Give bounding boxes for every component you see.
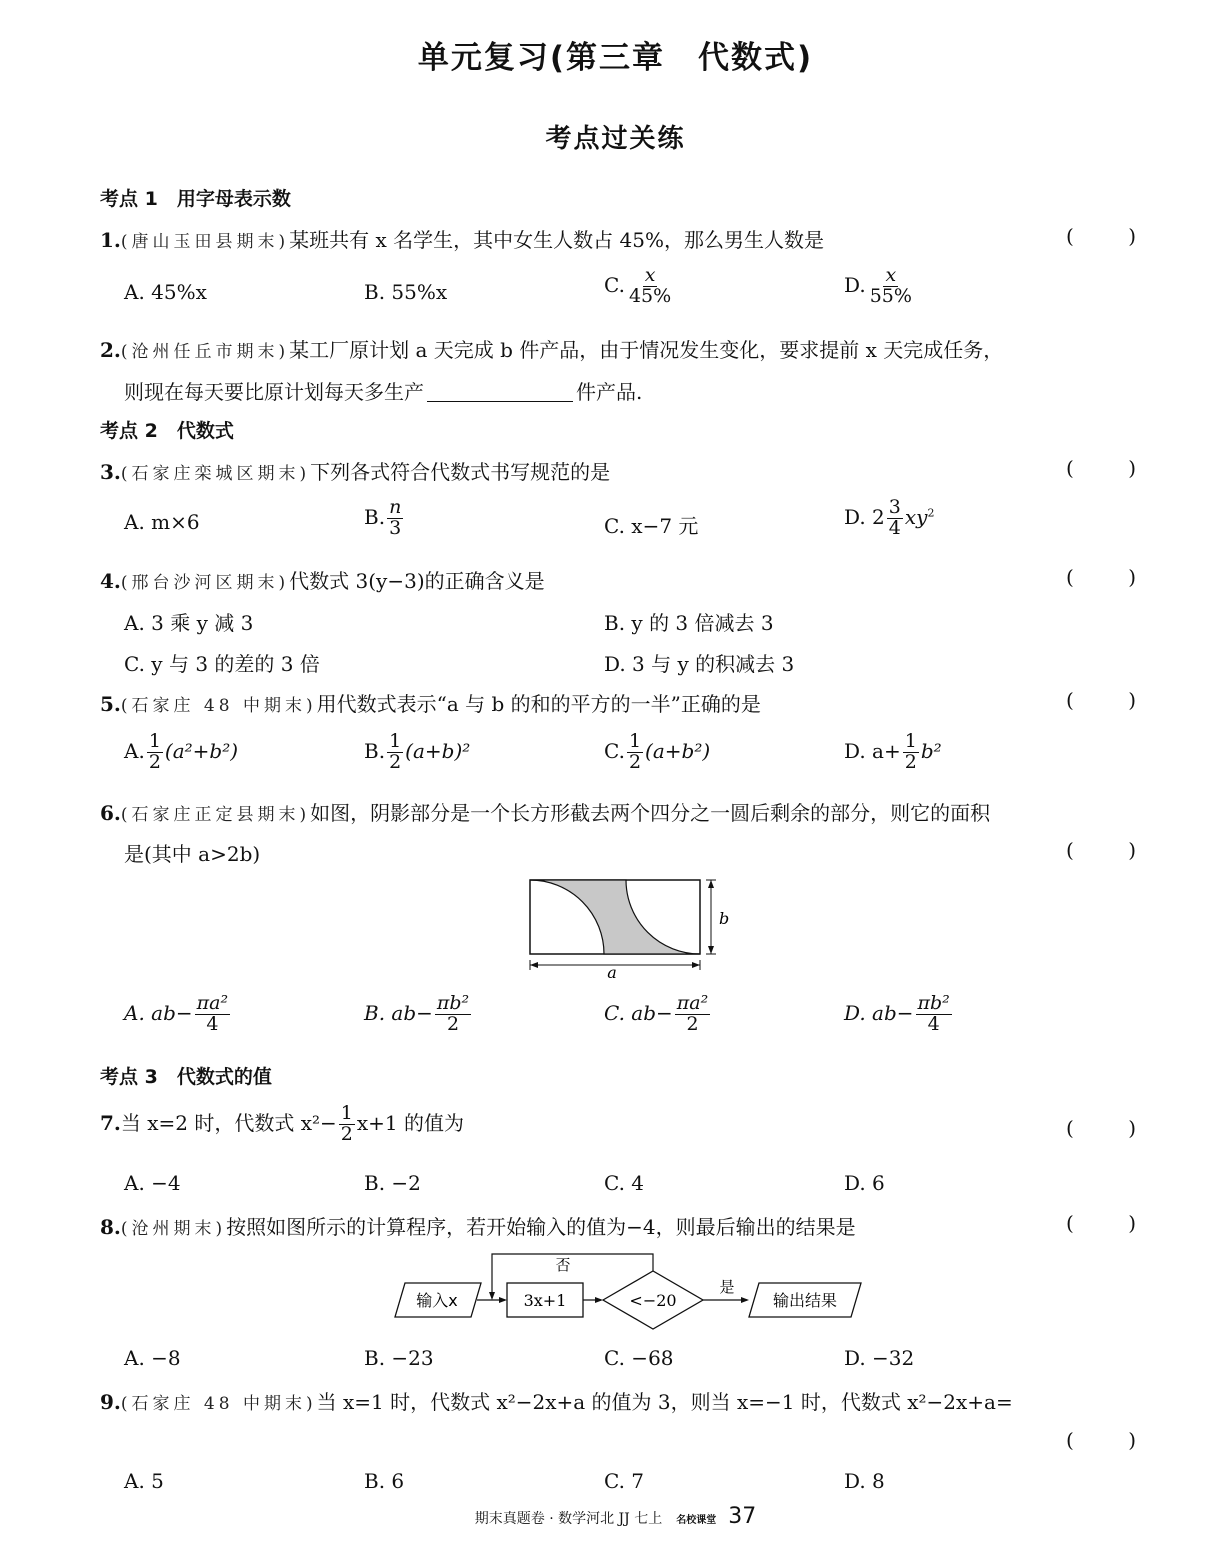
- option-b: B. 55%x: [364, 280, 448, 304]
- question-source: (沧州期末): [120, 1219, 227, 1239]
- question-source: (石家庄正定县期末): [120, 805, 311, 825]
- question-6: 6.(石家庄正定县期末)如图，阴影部分是一个长方形截去两个四分之一圆后剩余的部分，则它的面积: [100, 801, 991, 825]
- option-a: A. 3 乘 y 减 3: [124, 611, 254, 635]
- question-source: (石家庄栾城区期末): [120, 464, 311, 484]
- answer-paren: ( ): [1066, 456, 1136, 480]
- calculation-flowchart: [385, 1248, 875, 1338]
- yes-label: 是: [719, 1278, 735, 1296]
- option-c: C. −68: [604, 1346, 674, 1370]
- footer-text: 期末真题卷 · 数学河北 JJ 七上: [474, 1511, 663, 1527]
- question-source: (石家庄 48 中期末): [120, 696, 317, 716]
- page-subtitle: 考点过关练: [545, 124, 686, 154]
- option-a: A. 45%x: [124, 280, 207, 304]
- option-b: B. y 的 3 倍减去 3: [604, 611, 774, 635]
- option-b: B. ab− $\frac{\text{πb²}}{2}$: [364, 992, 470, 1035]
- width-label: a: [607, 963, 617, 982]
- publisher-logo: 名校课堂: [676, 1515, 717, 1526]
- answer-paren: ( ): [1066, 838, 1136, 862]
- question-text: 代数式 3(y−3)的正确含义是: [289, 569, 545, 593]
- question-source: (石家庄 48 中期末): [120, 1394, 317, 1414]
- option-d: D. −32: [844, 1346, 915, 1370]
- page-number: 37: [728, 1504, 757, 1529]
- question-9: 9.(石家庄 48 中期末)当 x=1 时，代数式 x²−2x+a 的值为 3，则当 x=−1 时，代数式 x²−2x+a=: [100, 1390, 1013, 1414]
- question-4: 4.(邢台沙河区期末)代数式 3(y−3)的正确含义是: [100, 569, 545, 593]
- question-number: 1.: [100, 228, 121, 252]
- question-8: 8.(沧州期末)按照如图所示的计算程序，若开始输入的值为−4，则最后输出的结果是: [100, 1215, 856, 1239]
- section-heading-2: 考点 2 代数式: [100, 420, 234, 442]
- option-a: A. ab− $\frac{\text{πa²}}{4}$: [124, 992, 229, 1035]
- option-d: D. 3 与 y 的积减去 3: [604, 652, 795, 676]
- question-6-line-2: 是(其中 a>2b): [124, 842, 261, 866]
- option-c: C. $\frac{1}{2}$ (a+b²): [604, 730, 711, 773]
- question-source: (唐山玉田县期末): [120, 232, 290, 252]
- question-text: 当 x=1 时，代数式 x²−2x+a 的值为 3，则当 x=−1 时，代数式 x²−2x+a=: [316, 1390, 1013, 1414]
- option-c: C. y 与 3 的差的 3 倍: [124, 652, 320, 676]
- section-heading-1: 考点 1 用字母表示数: [100, 188, 291, 210]
- svg-text:输出结果: 输出结果: [772, 1291, 838, 1310]
- section-heading-3: 考点 3 代数式的值: [100, 1066, 272, 1088]
- answer-paren: ( ): [1066, 1116, 1136, 1140]
- question-1: [100, 224, 824, 253]
- no-label: 否: [555, 1256, 571, 1274]
- option-a: A. m×6: [124, 510, 200, 534]
- answer-blank[interactable]: [427, 401, 573, 402]
- option-c: C. $\frac{x}{45\%}$: [604, 264, 672, 307]
- option-d: D. a+ $\frac{1}{2}$ b²: [844, 730, 942, 773]
- answer-paren: ( ): [1066, 688, 1136, 712]
- option-d: D. 6: [844, 1171, 885, 1195]
- option-c: C. 4: [604, 1171, 645, 1195]
- question-7: 7.当 x=2 时，代数式 x²− $\frac{1}{2}$ x+1 的值为: [100, 1102, 464, 1145]
- question-text: 按照如图所示的计算程序，若开始输入的值为−4，则最后输出的结果是: [226, 1215, 856, 1239]
- option-c: C. ab− $\frac{\text{πa²}}{2}$: [604, 992, 709, 1035]
- answer-paren: ( ): [1066, 1211, 1136, 1235]
- option-b: B. $\frac{1}{2}$ (a+b)²: [364, 730, 471, 773]
- question-2: 2.(沧州任丘市期末)某工厂原计划 a 天完成 b 件产品，由于情况发生变化，要求提前 x 天完成任务，: [100, 338, 1004, 362]
- option-b: B. $\frac{n}{3}$: [364, 496, 402, 539]
- option-b: B. −2: [364, 1171, 421, 1195]
- question-3: 3.(石家庄栾城区期末)下列各式符合代数式书写规范的是: [100, 460, 611, 484]
- svg-text:3x+1: 3x+1: [523, 1291, 567, 1310]
- question-text: 某班共有 x 名学生，其中女生人数占 45%，那么男生人数是: [289, 228, 824, 252]
- question-2-line-2: 则现在每天要比原计划每天多生产 件产品.: [124, 380, 643, 404]
- svg-text:输入x: 输入x: [416, 1291, 458, 1310]
- option-d: D. ab− $\frac{\text{πb²}}{4}$: [844, 992, 950, 1035]
- answer-paren: ( ): [1066, 1428, 1136, 1452]
- answer-paren: ( ): [1066, 224, 1136, 248]
- option-b: B. 6: [364, 1469, 405, 1493]
- question-text: 下列各式符合代数式书写规范的是: [310, 460, 611, 484]
- question-text: 如图，阴影部分是一个长方形截去两个四分之一圆后剩余的部分，则它的面积: [310, 801, 991, 825]
- option-a: A. −4: [124, 1171, 181, 1195]
- option-a: A. −8: [124, 1346, 181, 1370]
- answer-paren: ( ): [1066, 565, 1136, 589]
- question-text: 某工厂原计划 a 天完成 b 件产品，由于情况发生变化，要求提前 x 天完成任务，: [289, 338, 1004, 362]
- question-5: 5.(石家庄 48 中期末)用代数式表示“a 与 b 的和的平方的一半”正确的是: [100, 692, 761, 716]
- option-c: C. x−7 元: [604, 514, 699, 538]
- height-label: b: [719, 909, 730, 928]
- question-text: 用代数式表示“a 与 b 的和的平方的一半”正确的是: [316, 692, 761, 716]
- question-source: (邢台沙河区期末): [120, 573, 290, 593]
- question-source: (沧州任丘市期末): [120, 342, 290, 362]
- option-c: C. 7: [604, 1469, 645, 1493]
- option-d: D. 8: [844, 1469, 885, 1493]
- option-b: B. −23: [364, 1346, 434, 1370]
- rectangle-quarter-circles-figure: [520, 872, 740, 982]
- option-a: A. $\frac{1}{2}$ (a²+b²): [124, 730, 239, 773]
- page-footer: [0, 1504, 1231, 1529]
- option-d: D. $\frac{x}{55\%}$: [844, 264, 912, 307]
- svg-text:<−20: <−20: [629, 1291, 677, 1310]
- page-title: 单元复习(第三章 代数式): [417, 40, 814, 76]
- option-d: D. 2 $\frac{3}{4}$ $xy^2$: [844, 496, 935, 539]
- option-a: A. 5: [124, 1469, 164, 1493]
